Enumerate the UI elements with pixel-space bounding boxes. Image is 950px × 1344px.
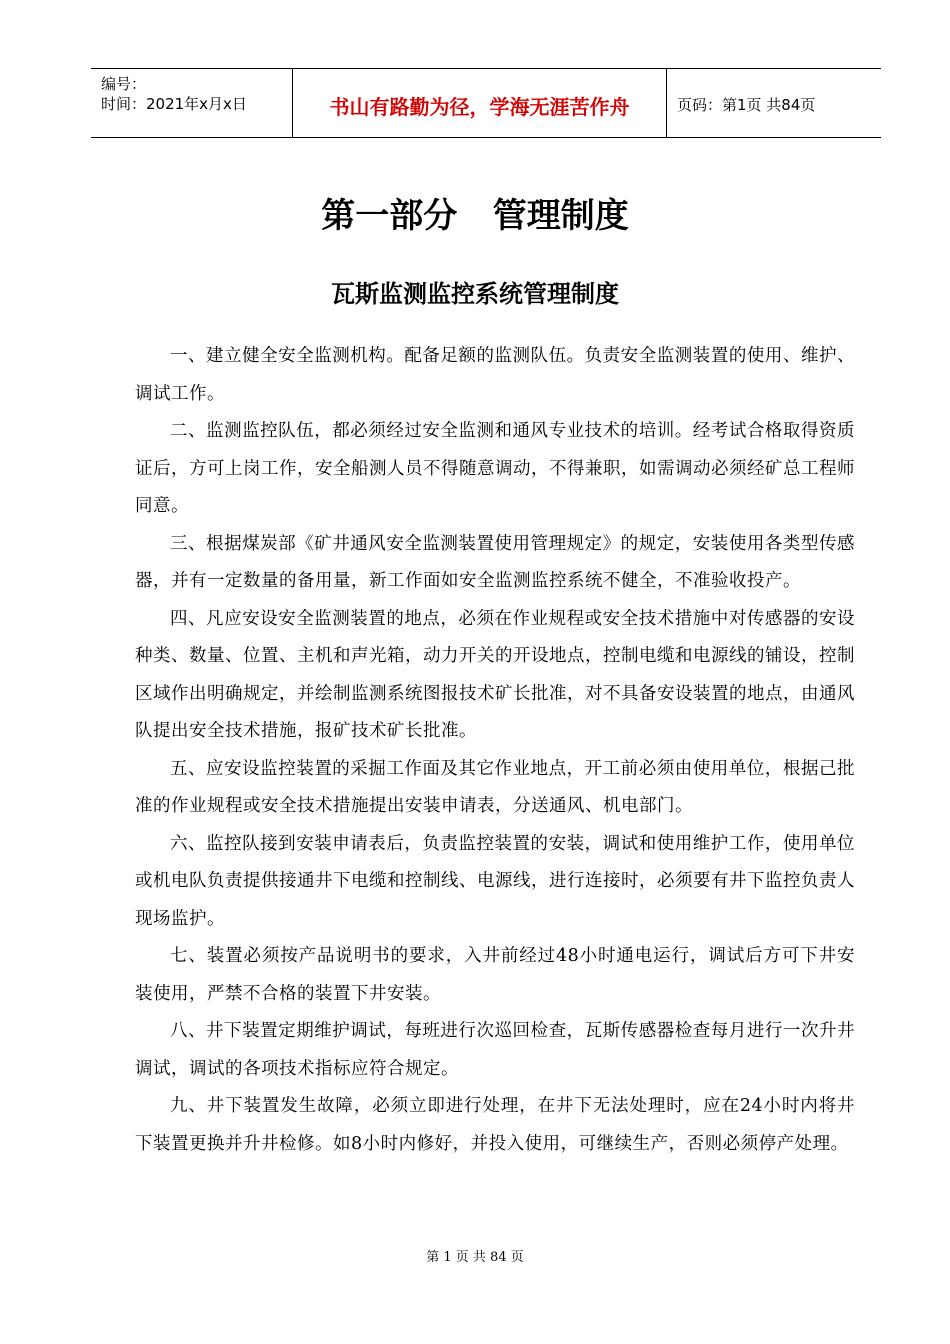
header-meta-cell bbox=[91, 69, 291, 137]
document-title: 第一部分 管理制度 bbox=[321, 196, 629, 236]
paragraph-1: 一、建立健全安全监测机构。配备足额的监测队伍。负责安全监测装置的使用、维护、调试工作。 bbox=[135, 346, 855, 404]
paragraph-6: 六、监控队接到安装申请表后，负责监控装置的安装，调试和使用维护工作，使用单位或机电队负责提供接通井下电缆和控制线、电源线，进行连接时，必须要有井下监控负责人现场监护。 bbox=[135, 833, 855, 929]
paragraph-2: 二、监测监控队伍，都必须经过安全监测和通风专业技术的培训。经考试合格取得资质证后，方可上岗工作，安全船测人员不得随意调动，不得兼职，如需调动必须经矿总工程师同意。 bbox=[135, 421, 855, 516]
paragraph-9: 九、井下装置发生故障，必须立即进行处理，在井下无法处理时，应在24小时内将井下装置更换并升井检修。如8小时内修好，并投入使用，可继续生产，否则必须停产处理。 bbox=[135, 1096, 855, 1154]
header-page-cell bbox=[667, 69, 881, 137]
paragraph-3: 三、根据煤炭部《矿井通风安全监测装置使用管理规定》的规定，安装使用各类型传感器，并有一定数量的备用量，新工作面如安全监测监控系统不健全，不准验收投产。 bbox=[135, 533, 855, 591]
document-number-label: 编号： bbox=[101, 75, 147, 93]
paragraph-7: 七、装置必须按产品说明书的要求，入井前经过48小时通电运行，调试后方可下井安装使用，严禁不合格的装置下井安装。 bbox=[135, 946, 855, 1004]
document-body bbox=[135, 338, 855, 1163]
document-time-label: 时间：2021年x月x日 bbox=[101, 95, 247, 113]
document-subtitle: 瓦斯监测监控系统管理制度 bbox=[331, 279, 619, 308]
paragraph-8: 八、井下装置定期维护调试，每班进行次巡回检查，瓦斯传感器检查每月进行一次升井调试，调试的各项技术指标应符合规定。 bbox=[135, 1021, 855, 1079]
header-page-info: 页码：第1页 共84页 bbox=[677, 96, 816, 114]
paragraph-4: 四、凡应安设安全监测装置的地点，必须在作业规程或安全技术措施中对传感器的安设种类、数量、位置、主机和声光箱，动力开关的开设地点，控制电缆和电源线的铺设，控制区域作出明确规定，并绘制监测系统图报技术矿长批准，对不具备安设装置的地点，由通风队提出安全技术措施，报矿技术矿长批准。 bbox=[135, 608, 855, 741]
paragraph-5: 五、应安设监控装置的采掘工作面及其它作业地点，开工前必须由使用单位，根据己批准的作业规程或安全技术措施提出安装申请表，分送通风、机电部门。 bbox=[135, 758, 855, 816]
header-motto: 书山有路勤为径，学海无涯苦作舟 bbox=[329, 95, 630, 119]
page-header bbox=[91, 68, 881, 138]
header-motto-cell bbox=[292, 69, 667, 137]
page-footer: 第 1 页 共 84 页 bbox=[426, 1250, 524, 1265]
